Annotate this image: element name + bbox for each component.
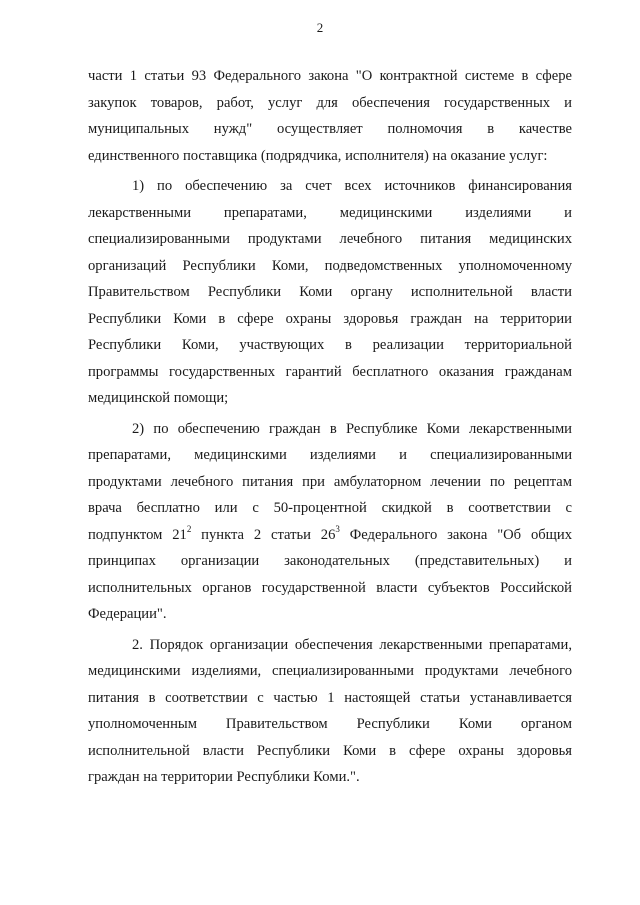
text-line: специализированными продуктами лечебного питания медицинских (88, 231, 572, 247)
text-line: Республики Коми в сфере охраны здоровья граждан на территории (88, 310, 572, 327)
text-line: Республики Коми, участвующих в реализации территориальной (88, 337, 572, 353)
text-line: 1) по обеспечению за счет всех источников финансирования (132, 178, 572, 194)
text-line: единственного поставщика (подрядчика, исполнителя) на оказание услуг: (88, 147, 548, 164)
text-line-with-superscripts (88, 522, 572, 549)
text-line: программы государственных гарантий бесплатного оказания гражданам (88, 363, 572, 380)
text-line: 2) по обеспечению граждан в Республике Коми лекарственными (132, 420, 572, 437)
text-fragment: подпунктом 21 (88, 526, 187, 543)
paragraph-item-3 (88, 632, 572, 791)
page-number: 2 (316, 20, 324, 35)
text-line: врача бесплатно или с 50-процентной скидкой в соответствии с (88, 500, 572, 516)
text-line: лекарственными препаратами, медицинскими изделиями и (88, 204, 572, 221)
text-line: препаратами, медицинскими изделиями и специализированными (88, 447, 572, 463)
text-line: 2. Порядок организации обеспечения лекарственными препаратами, (132, 636, 572, 653)
paragraph-item-2 (88, 416, 572, 628)
text-line: исполнительной власти Республики Коми в сфере охраны здоровья (88, 742, 572, 759)
text-line: Правительством Республики Коми органу исполнительной власти (88, 284, 572, 300)
text-line: организаций Республики Коми, подведомственных уполномоченному (88, 257, 572, 274)
text-line: граждан на территории Республики Коми.". (88, 769, 360, 785)
text-line: муниципальных нужд" осуществляет полномочия в качестве (88, 121, 572, 137)
text-line: исполнительных органов государственной власти субъектов Российской (88, 579, 572, 596)
text-line: уполномоченным Правительством Республики Коми органом (88, 716, 572, 732)
text-line: Федерации". (88, 606, 167, 622)
document-body (88, 63, 572, 791)
text-line: принципах организации законодательных (представительных) и (88, 553, 572, 569)
text-line: части 1 статьи 93 Федерального закона "О контрактной системе в сфере (88, 68, 572, 84)
superscript: 3 (335, 523, 340, 534)
superscript: 2 (186, 523, 192, 534)
paragraph-continuation (88, 63, 572, 169)
text-line: продуктами лечебного питания при амбулаторном лечении по рецептам (88, 473, 572, 490)
text-line: медицинской помощи; (88, 390, 229, 406)
paragraph-item-1 (88, 173, 572, 412)
text-line: медицинскими изделиями, специализированными продуктами лечебного (88, 663, 572, 679)
text-fragment: Федерального закона "Об общих (339, 526, 573, 543)
text-fragment: пункта 2 статьи 26 (191, 526, 336, 543)
text-line: закупок товаров, работ, услуг для обеспечения государственных и (88, 94, 572, 111)
text-line: питания в соответствии с частью 1 настоящей статьи устанавливается (88, 689, 572, 706)
